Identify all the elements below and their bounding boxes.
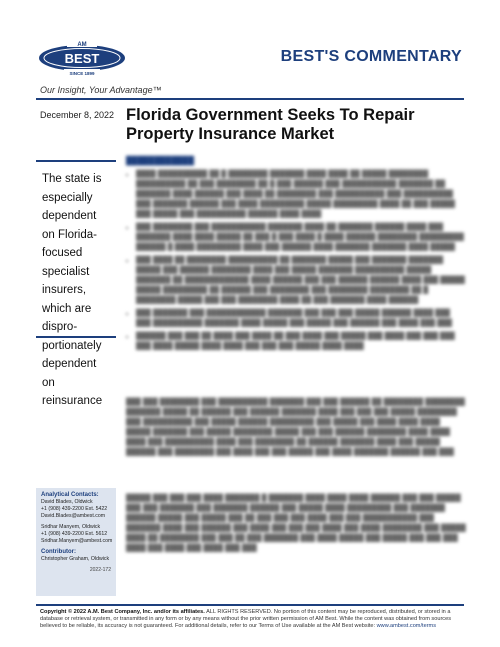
copyright-body: ALL RIGHTS RESERVED. No portion of this content may be reproduced, distributed, or stored in a database or retrieval system, or transmitted in any form or by any means without the prior written permission of AM Best. While the content was obtained from sources believed to be reliable, its accuracy is not guaranteed. For additional details, refer to our Terms of Use available at the AM Best website: (40, 609, 452, 630)
contact-email[interactable]: Sridhar.Manyem@ambest.com (41, 538, 113, 544)
contributor-name: Christopher Graham, Oldwick (41, 556, 110, 562)
header-divider (36, 98, 464, 100)
page-header (0, 0, 500, 110)
pull-quote: The state is especially dependent on Florida-focused specialist insurers, which are dispro-portionately dependent on reinsurance (42, 173, 103, 407)
contact-email[interactable]: David.Blades@ambest.com (41, 513, 106, 519)
document-number: 2022-172 (89, 567, 111, 573)
callout-top-rule (36, 160, 116, 162)
blurred-body-section-1: ████████████ • ████ ██████████ ██ █ ████████ ███████ ████ ████ ██ █████ ████████ ██████████ ██ ███ ████████ ██ █ ███ ██████ ███ ███████████ ███████ ██ ███████ ████ ██████ ███ ████ ██ ████████ ███ ██████████ ███ ██████████ ███ ███████ ██████ ███ ████ █████████ █████ █████████ ████ ██ ███ █████ ███ █████ ███ ██████████ ██████ ████ ████ • ███ ████████ ███ ███████████ ███████ ████ ██ ███████ ██████ ████ ███ ███████ ████ ████ █████ ██ ███ █ ███ ████ █ ████ ██████ ████████ █████████ ██████ █ ████ █████████ ████ ███ ██████ ████ ███████ ███████ ████ █████ • ███ ████ ██ ████████ ██████████ ██ ███████ █████ ███ ███████ ███████ █████ ███ ██████ ████████ ████ ███ █████ ███████ ██████████ █████ ███████ ██ █████████████ ████ ██████ ███ ███ ██████ ██████ ████ ███ █████ █████ █████████ ██ ██████ ███ ████████ ███ ████████ ████████ ██ █ ████████ █████ ███ ███ ████████ ████ ██ ███ ███████ ████ ██████ • ███ ███████ ███ ████████████ ███████ ███ ███ ███ █████ ██████ ████ ███ ███ ██████████ ███████ ████ █████ ███ █████ ███ ██████ ███ ████ ███ ███ • ██████ ███ ███ ██ ████ ███ ████ ██ ███ ████ ███ █████ ███ ████ ███ ███ ███ ███ ████ █████ ████ ████ ███ ███ ███ █████ ████ ████ (126, 156, 466, 355)
terms-link[interactable]: www.ambest.com/terms (376, 623, 437, 630)
publication-date: December 8, 2022 (40, 110, 115, 120)
contact-phone: +1 (908) 439-2200 Ext. 5422 (41, 506, 108, 512)
copyright-notice: Copyright © 2022 A.M. Best Company, Inc. and/or its affiliates. (40, 609, 205, 615)
contributor-label: Contributor: (41, 549, 76, 555)
footer-divider (36, 604, 464, 606)
svg-text:AM: AM (77, 42, 87, 48)
blurred-body-section-3: █████ ███ ███ ███ ████ ███████ █ ███████ ████ ████ ████ ██████ ███ ███ █████ ███ ███ ███████ ███ ███████ ██████ ███ █████ ████ █████████ ███ ███████ ██████ █████ ███ █████ ███ ██ ███ ███ ███ ████ ███ ███ ███████████ ███ ███████ ████ ███ ██████ ███ ████ ███ ███ ███ ████ ███ ████ ████████ ███ █████ ████ ██ ████████ ███ ███ ██ ███ ███████ ███ ████ █████ ███ █████ ███ ███ ███ ████ ███ ████ ███ ████ ███ ███ (126, 495, 466, 552)
analytical-contacts-label: Analytical Contacts: (41, 492, 99, 498)
blurred-body-section-2: ███ ███ ████████ ███ ██████████ ███████ ███ ███ ██████ ██ ████████ ████████ ███████ █████ ██ ██████ ███ ██████ ███████ ████ ███ ███ ███ █████ ████████ ███ ██████████ ███ █████ ██████ █████████ ███ █████ ███ ████ ████ ████ █████ ███████ ███ █████ ████████ █████ ███ ███ ██████ ████████ ████ ████ ████ ███ ██████████ ████ ███ ████████ ██ ██████ ███████ ████ ███ █████ ██████ ███ ████████ ███ ████ ███ ███ █████ ███ ████ ███████ ██████ ███ ███ (126, 399, 465, 456)
contact-phone: +1 (908) 439-2200 Ext. 5612 (41, 531, 108, 537)
article-title: Florida Government Seeks To Repair Property Insurance Market (126, 106, 415, 143)
copyright-footer (40, 609, 466, 631)
tagline: Our Insight, Your Advantage™ (40, 85, 162, 95)
analytical-contacts-box (36, 488, 116, 596)
contact-name: David Blades, Oldwick (41, 499, 93, 505)
svg-text:SINCE 1899: SINCE 1899 (69, 71, 95, 76)
publication-title: BEST'S COMMENTARY (280, 48, 462, 65)
svg-text:BEST: BEST (64, 51, 100, 66)
am-best-logo (38, 38, 126, 78)
contact-name: Sridhar Manyem, Oldwick (41, 524, 101, 530)
callout-bottom-rule (36, 336, 116, 338)
